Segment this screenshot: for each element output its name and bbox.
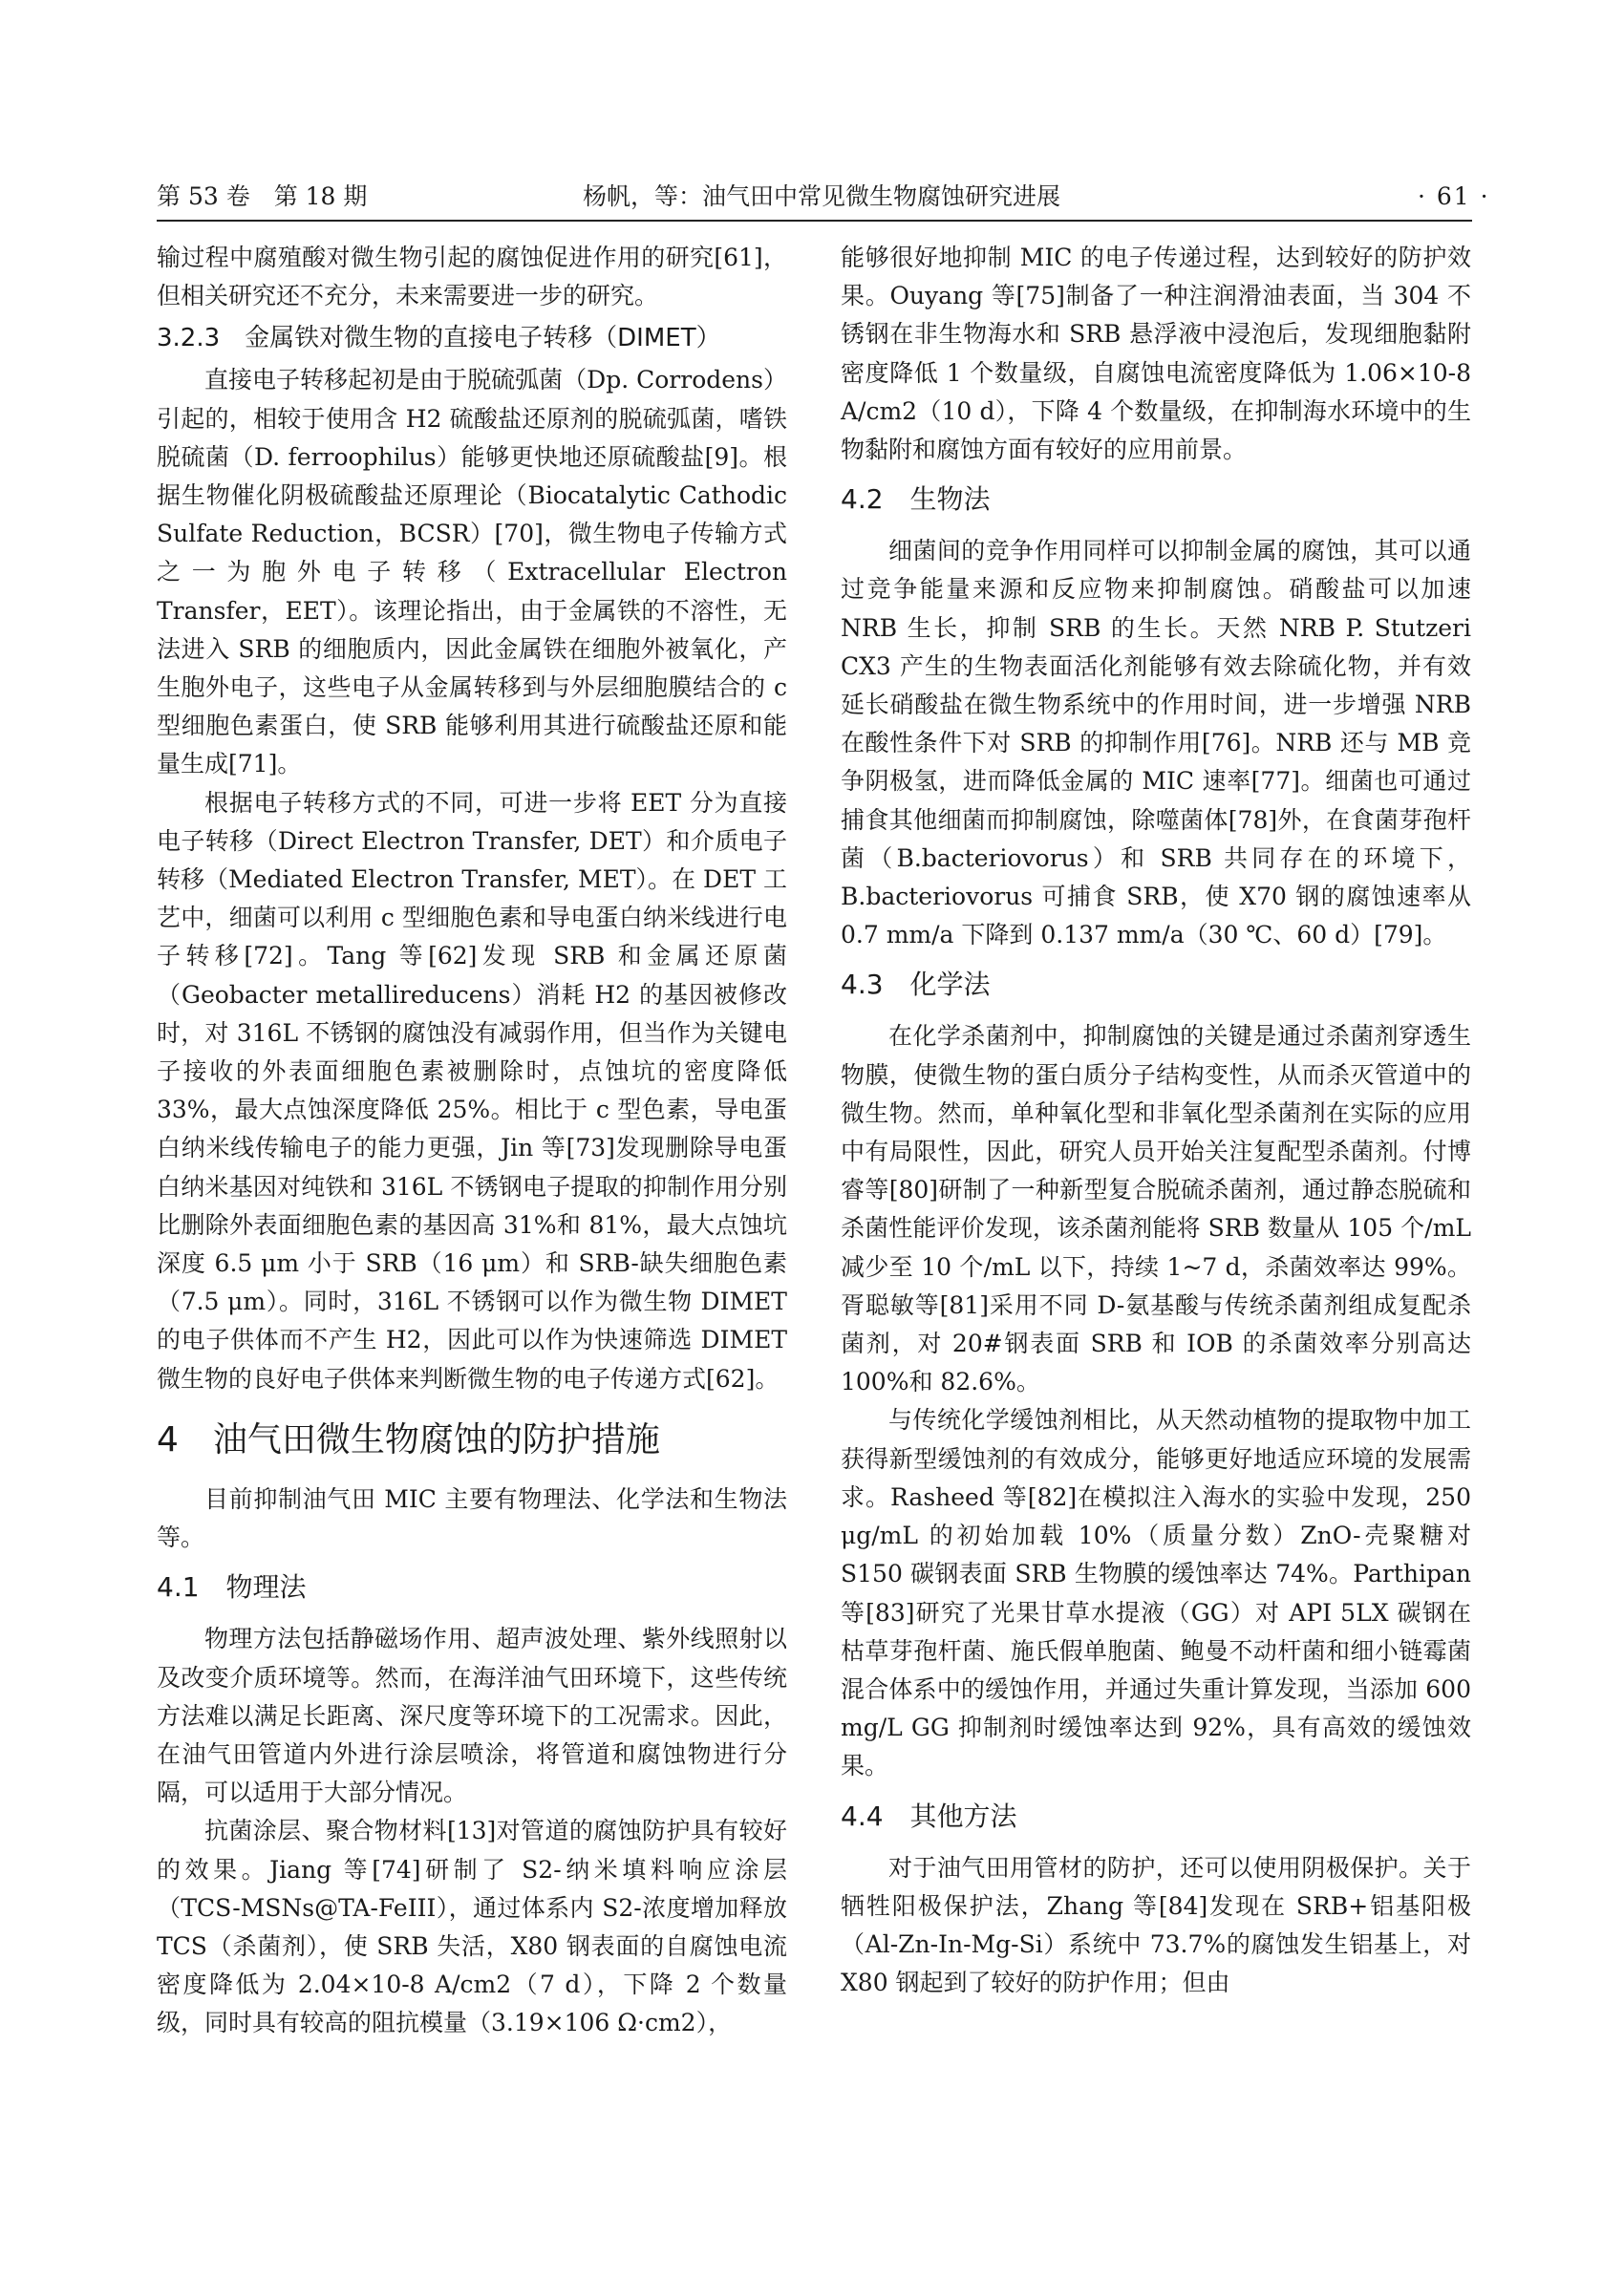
paragraph-protection-intro: 目前抑制油气田 MIC 主要有物理法、化学法和生物法等。 [157, 1484, 787, 1552]
section-heading-4-1: 4.1 物理法 [157, 1571, 307, 1604]
right-column [841, 239, 1471, 2002]
paragraph-continuation-right: 能够很好地抑制 MIC 的电子传递过程，达到较好的防护效果。Ouyang 等[75]制备了一种注润滑油表面，当 304 不锈钢在非生物海水和 SRB 悬浮液中浸泡后，发现细胞黏附密度降低 1 个数量级，自腐蚀电流密度降低为 1.06×10-8 A/cm2（10 d），下降 4 个数量级，在抑制海水环境中的生物黏附和腐蚀方面有较好的应用前景。 [841, 244, 1471, 464]
paragraph-inhibitors: 与传统化学缓蚀剂相比，从天然动植物的提取物中加工获得新型缓蚀剂的有效成分，能够更好地适应环境的发展需求。Rasheed 等[82]在模拟注入海水的实验中发现，250 μg/mL 的初始加载 10%（质量分数）ZnO-壳聚糖对 S150 碳钢表面 SRB 生物膜的缓蚀率达 74%。Parthipan 等[83]研究了光果甘草水提液（GG）对 API 5LX 碳钢在枯草芽孢杆菌、施氏假单胞菌、鲍曼不动杆菌和细小链霉菌混合体系中的缓蚀作用，并通过失重计算发现，当添加 600 mg/L GG 抑制剂时缓蚀率达到 92%，具有高效的缓蚀效果。 [841, 1406, 1471, 1780]
section-heading-4-4: 4.4 其他方法 [841, 1800, 1017, 1832]
paragraph-other-methods: 对于油气田用管材的防护，还可以使用阴极保护。关于牺牲阳极保护法，Zhang 等[84]发现在 SRB+铝基阳极（Al-Zn-In-Mg-Si）系统中 73.7%的腐蚀发生铝基上，对 X80 钢起到了较好的防护作用；但由 [841, 1853, 1471, 1997]
section-heading-3-2-3: 3.2.3 金属铁对微生物的直接电子转移（DIMET） [157, 324, 721, 353]
section-heading-4-3: 4.3 化学法 [841, 969, 991, 1001]
paragraph-chemical-biocides: 在化学杀菌剂中，抑制腐蚀的关键是通过杀菌剂穿透生物膜，使微生物的蛋白质分子结构变性，从而杀灭管道中的微生物。然而，单种氧化型和非氧化型杀菌剂在实际的应用中有局限性，因此，研究人员开始关注复配型杀菌剂。付博睿等[80]研制了一种新型复合脱硫杀菌剂，通过静态脱硫和杀菌性能评价发现，该杀菌剂能将 SRB 数量从 105 个/mL 减少至 10 个/mL 以下，持续 1~7 d，杀菌效率达 99%。胥聪敏等[81]采用不同 D-氨基酸与传统杀菌剂组成复配杀菌剂，对 20#钢表面 SRB 和 IOB 的杀菌效率分别高达 100%和 82.6%。 [841, 1022, 1471, 1396]
section-heading-4-2: 4.2 生物法 [841, 483, 991, 516]
paragraph-coatings: 抗菌涂层、聚合物材料[13]对管道的腐蚀防护具有较好的效果。Jiang 等[74]研制了 S2-纳米填料响应涂层（TCS-MSNs@TA-FeIII），通过体系内 S2-浓度增加释放 TCS（杀菌剂），使 SRB 失活，X80 钢表面的自腐蚀电流密度降低为 2.04×10-8 A/cm2（7 d），下降 2 个数量级，同时具有较高的阻抗模量（3.19×106 Ω·cm2）， [157, 1817, 787, 2037]
paragraph-continuation: 输过程中腐殖酸对微生物引起的腐蚀促进作用的研究[61]，但相关研究还不充分，未来需要进一步的研究。 [157, 244, 787, 310]
paragraph-eet-types: 根据电子转移方式的不同，可进一步将 EET 分为直接电子转移（Direct Electron Transfer, DET）和介质电子转移（Mediated Electron Transfer, MET）。在 DET 工艺中，细菌可以利用 c 型细胞色素和导电蛋白纳米线进行电子转移[72]。Tang 等[62]发现 SRB 和金属还原菌（Geobacter metallireducens）消耗 H2 的基因被修改时，对 316L 不锈钢的腐蚀没有减弱作用，但当作为关键电子接收的外表面细胞色素被删除时，点蚀坑的密度降低 33%，最大点蚀深度降低 25%。相比于 c 型色素，导电蛋白纳米线传输电子的能力更强，Jin 等[73]发现删除导电蛋白纳米基因对纯铁和 316L 不锈钢电子提取的抑制作用分别比删除外表面细胞色素的基因高 31%和 81%，最大点蚀坑深度 6.5 μm 小于 SRB（16 μm）和 SRB-缺失细胞色素（7.5 μm）。同时，316L 不锈钢可以作为微生物 DIMET 的电子供体而不产生 H2，因此可以作为快速筛选 DIMET 微生物的良好电子供体来判断微生物的电子传递方式[62]。 [157, 788, 787, 1393]
section-heading-4: 4 油气田微生物腐蚀的防护措施 [157, 1419, 660, 1460]
header-rule [157, 220, 1472, 222]
paragraph-biological: 细菌间的竞争作用同样可以抑制金属的腐蚀，其可以通过竞争能量来源和反应物来抑制腐蚀。硝酸盐可以加速 NRB 生长，抑制 SRB 的生长。天然 NRB P. Stutzeri CX3 产生的生物表面活化剂能够有效去除硫化物，并有效延长硝酸盐在微生物系统中的作用时间，进一步增强 NRB 在酸性条件下对 SRB 的抑制作用[76]。NRB 还与 MB 竞争阴极氢，进而降低金属的 MIC 速率[77]。细菌也可通过捕食其他细菌而抑制腐蚀，除噬菌体[78]外，在食菌芽孢杆菌（B.bacteriovorus）和 SRB 共同存在的环境下，B.bacteriovorus 可捕食 SRB，使 X70 钢的腐蚀速率从 0.7 mm/a 下降到 0.137 mm/a（30 ℃、60 d）[79]。 [841, 537, 1471, 949]
running-title: 杨帆，等：油气田中常见微生物腐蚀研究进展 [583, 182, 1061, 210]
left-column [157, 239, 787, 2043]
paragraph-physical-methods: 物理方法包括静磁场作用、超声波处理、紫外线照射以及改变介质环境等。然而，在海洋油气田环境下，这些传统方法难以满足长距离、深尺度等环境下的工况需求。因此，在油气田管道内外进行涂层喷涂，将管道和腐蚀物进行分隔，可以适用于大部分情况。 [157, 1625, 787, 1807]
paragraph-dimet-intro: 直接电子转移起初是由于脱硫弧菌（Dp. Corrodens）引起的，相较于使用含 H2 硫酸盐还原剂的脱硫弧菌，嗜铁脱硫菌（D. ferroophilus）能够更快地还原硫酸盐[9]。根据生物催化阴极硫酸盐还原理论（Biocatalytic Cathodic Sulfate Reduction，BCSR）[70]，微生物电子传输方式之一为胞外电子转移（Extracellular Electron Transfer，EET）。该理论指出，由于金属铁的不溶性，无法进入 SRB 的细胞质内，因此金属铁在细胞外被氧化，产生胞外电子，这些电子从金属转移到与外层细胞膜结合的 c 型细胞色素蛋白，使 SRB 能够利用其进行硫酸盐还原和能量生成[71]。 [157, 366, 787, 778]
page-number: · 61 · [1418, 182, 1490, 210]
journal-volume-issue: 第 53 卷 第 18 期 [157, 182, 368, 210]
